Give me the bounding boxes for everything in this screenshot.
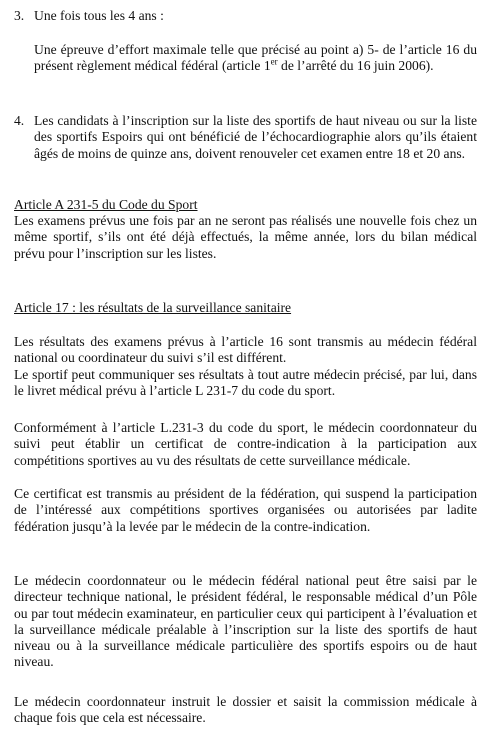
item3-number: 3.: [14, 8, 25, 23]
article-a231-body: Les examens prévus une fois par an ne seront pas réalisés une nouvelle fois chez un même sportif, s’ils ont été déjà effectués, la même année, lors du bilan médical prévu pour l’inscription sur les listes.: [14, 213, 477, 261]
article-a231-heading: Article A 231-5 du Code du Sport: [14, 197, 198, 212]
item4-number: 4.: [14, 113, 25, 128]
item3-title: Une fois tous les 4 ans :: [34, 8, 164, 23]
article17-heading: Article 17 : les résultats de la surveillance sanitaire: [14, 300, 292, 315]
article17-paragraph-4: Ce certificat est transmis au président de la fédération, qui suspend la participation de l’intéressé aux compétitions sportives organisées ou autorisées par ladite fédération jusqu’à la levée par le médecin de la contre-indication.: [14, 486, 477, 534]
article17-paragraph-3: Conformément à l’article L.231-3 du code du sport, le médecin coordonnateur du suivi peut établir un certificat de contre-indication à la participation aux compétitions sportives au vu des résultats de cette surveillance médicale.: [14, 420, 477, 468]
article17-paragraph-6: Le médecin coordonnateur instruit le dossier et saisit la commission médicale à chaque fois que cela est nécessaire.: [14, 694, 477, 726]
article17-paragraph-5: Le médecin coordonnateur ou le médecin fédéral national peut être saisi par le directeur technique national, le président fédéral, le responsable médical d’un Pôle ou par tout médecin examinateur, en particulier ceux qui participent à l’évaluation et la surveillance médicale préalable à l’inscription sur la liste des sportifs de haut niveau ou à la surveillance médicale particulière des sportifs espoirs ou de haut niveau.: [14, 573, 477, 670]
item4-body: Les candidats à l’inscription sur la liste des sportifs de haut niveau ou sur la liste des sportifs Espoirs qui ont bénéficié de l’échocardiographie alors qu’ils étaient âgés de moins de quinze ans, doivent renouveler cet examen entre 18 et 20 ans.: [34, 113, 477, 161]
item3-superscript: er: [270, 56, 278, 67]
item3-body-end: de l’arrêté du 16 juin 2006).: [277, 58, 434, 74]
article17-paragraph-2: Le sportif peut communiquer ses résultats à tout autre médecin précisé, par lui, dans le livret médical prévu à l’article L 231-7 du code du sport.: [14, 367, 477, 399]
article17-paragraph-1: Les résultats des examens prévus à l’article 16 sont transmis au médecin fédéral national ou coordinateur du suivi s’il est différent.: [14, 334, 477, 366]
item3-body: [34, 42, 477, 75]
item3-body-text: Une épreuve d’effort maximale telle que précisé au point a) 5- de l’article 16 du présent règlement médical fédéral (article 1: [34, 42, 477, 74]
